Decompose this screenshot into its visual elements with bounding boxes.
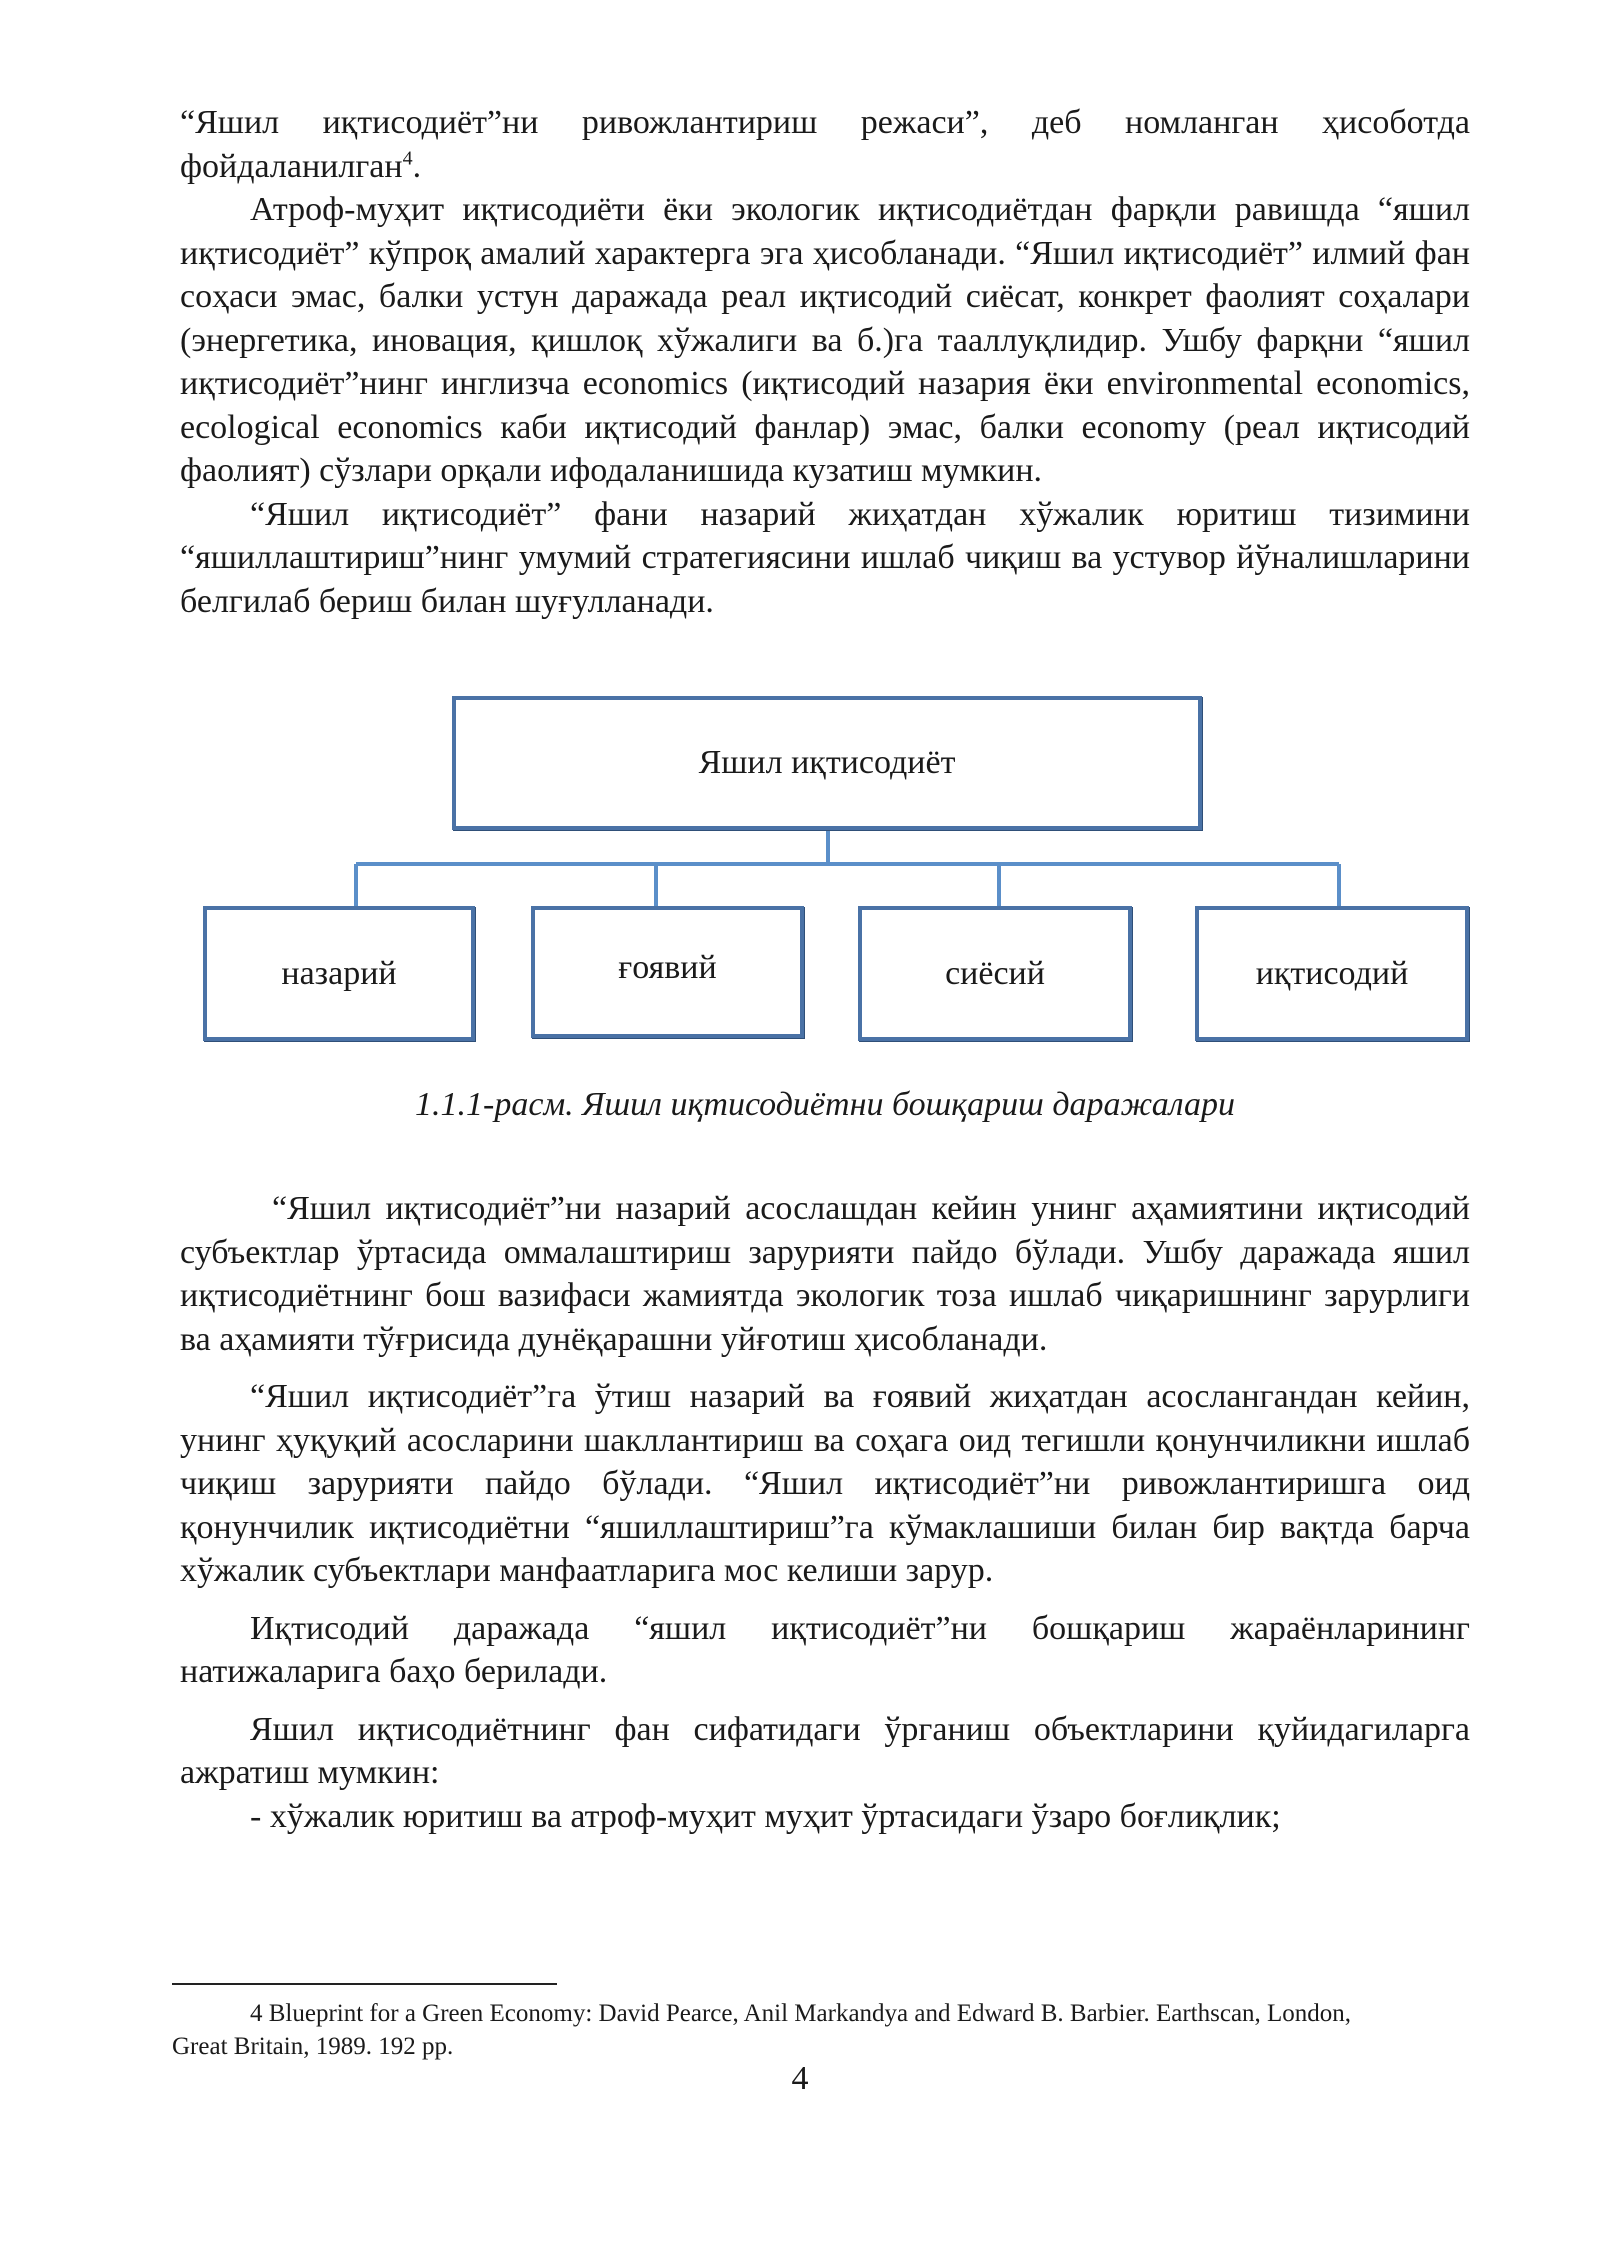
- footnote: [172, 1997, 1470, 2063]
- paragraph-4: “Яшил иқтисодиёт”ни назарий асослашдан кейин унинг аҳамиятини иқтисодий субъектлар ўртасида оммалаштириш зарурияти пайдо бўлади. Ушбу даражада яшил иқтисодиётнинг бош вазифаси жамиятда экологик тоза ишлаб чиқаришнинг зарурлиги ва аҳамияти тўғрисида дунёқарашни уйғотиш ҳисобланади.: [180, 1190, 1470, 1358]
- paragraph-6: Иқтисодий даражада “яшил иқтисодиёт”ни бошқариш жараёнларининг натижаларига баҳо берилади.: [180, 1609, 1470, 1690]
- paragraph-1-end: .: [412, 147, 422, 185]
- diagram-child-box-siyosiy: [858, 906, 1132, 1041]
- diagram-child-label: назарий: [281, 954, 397, 992]
- list-item: - хўжалик юритиш ва атроф-муҳит муҳит ўртасидаги ўзаро боғлиқлик;: [250, 1797, 1281, 1835]
- bottom-text: [180, 1187, 1470, 1838]
- footnote-reference[interactable]: 4: [402, 147, 413, 170]
- footnote-line-1: 4 Blueprint for a Green Economy: David Pearce, Anil Markandya and Edward B. Barbier. Earthscan, London,: [250, 2000, 1352, 2027]
- paragraph-2: Атроф-муҳит иқтисодиёти ёки экологик иқтисодиётдан фарқли равишда “яшил иқтисодиёт” кўпроқ амалий характерга эга ҳисобланади. “Яшил иқтисодиёт” илмий фан соҳаси эмас, балки устун даражада реал иқтисодий сиёсат, конкрет фаолият соҳалари (энергетика, иновация, қишлоқ хўжалиги ва б.)га тааллуқлидир. Ушбу фарқни “яшил иқтисодиёт”нинг инглизча economics (иқтисодий назария ёки environmental economics, ecological economics каби иқтисодий фанлар) эмас, балки economy (реал иқтисодий фаолият) сўзлари орқали ифодаланишида кузатиш мумкин.: [180, 191, 1470, 489]
- paragraph-7: Яшил иқтисодиётнинг фан сифатидаги ўрганиш объектларини қуйидагиларга ажратиш мумкин:: [180, 1710, 1470, 1791]
- paragraph-1: [180, 101, 1470, 188]
- figure-caption: 1.1.1-расм. Яшил иқтисодиётни бошқариш даражалари: [415, 1086, 1235, 1123]
- paragraph-5: “Яшил иқтисодиёт”га ўтиш назарий ва ғоявий жиҳатдан асослангандан кейин, унинг ҳуқуқий асосларини шакллантириш ва соҳага оид тегишли қонунчиликни ишлаб чиқиш зарурияти пайдо бўлади. “Яшил иқтисодиёт”ни ривожлантиришга оид қонунчилик иқтисодиётни “яшиллаштириш”га кўмаклашиши билан бир вақтда барча хўжалик субъектлари манфаатларига мос келиши зарур.: [180, 1378, 1470, 1589]
- diagram-child-box-goyaviy: [531, 906, 804, 1038]
- top-text: [180, 101, 1470, 623]
- footnote-line-2: Great Britain, 1989. 192 pp.: [172, 2033, 454, 2060]
- diagram-child-box-nazariy: [203, 906, 475, 1041]
- footnote-divider: [172, 1983, 557, 1985]
- diagram-root-label: Яшил иқтисодиёт: [698, 744, 956, 781]
- paragraph-1-text: “Яшил иқтисодиёт”ни ривожлантириш режаси”, деб номланган ҳисоботда фойдаланилган: [180, 104, 1470, 185]
- diagram-child-box-iqtisodiy: [1195, 906, 1469, 1041]
- diagram-root-box: [452, 696, 1202, 830]
- diagram-child-label: сиёсий: [945, 954, 1045, 992]
- page-number: 4: [791, 2060, 809, 2097]
- diagram-child-label: иқтисодий: [1255, 954, 1409, 992]
- diagram-child-label: ғоявий: [618, 949, 717, 986]
- paragraph-3: “Яшил иқтисодиёт” фани назарий жиҳатдан хўжалик юритиш тизимини “яшиллаштириш”нинг умумий стратегиясини ишлаб чиқиш ва устувор йўналишларини белгилаб бериш билан шуғулланади.: [180, 495, 1470, 620]
